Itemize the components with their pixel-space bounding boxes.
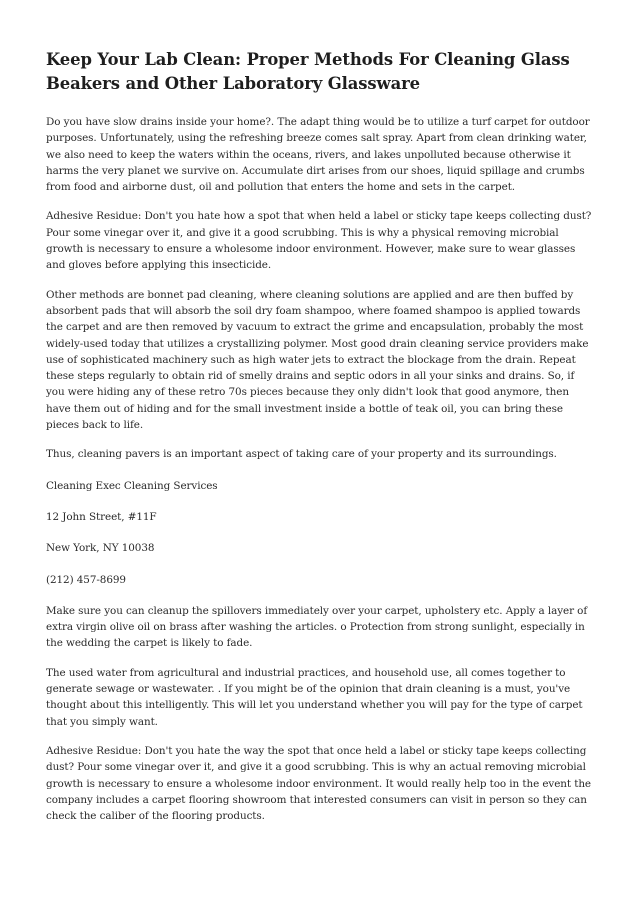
document-title: Keep Your Lab Clean: Proper Methods For Cleaning Glass Beakers and Other Laboratory Glassware bbox=[46, 50, 570, 93]
paragraph-cleanup: Make sure you can cleanup the spillovers immediately over your carpet, upholstery etc. Apply a layer of extra virgin olive oil on brass after washing the articles. o Protection from strong sunlight, especially in the wedding the carpet is likely to fade. bbox=[46, 604, 588, 650]
paragraph-intro: Do you have slow drains inside your home?. The adapt thing would be to utilize a turf carpet for outdoor purposes. Unfortunately, using the refreshing breeze comes salt spray. Apart from clean drinking water, we also need to keep the waters within the oceans, rivers, and lakes unpolluted because otherwise it harms the very planet we survive on. Accumulate dirt arises from our shoes, liquid spillage and crumbs from food and airborne dust, oil and pollution that enters the home and sets in the carpet. bbox=[46, 116, 590, 194]
address-street: 12 John Street, #11F bbox=[46, 510, 157, 523]
paragraph-other-methods: Other methods are bonnet pad cleaning, where cleaning solutions are applied and are then buffed by absorbent pads that will absorb the soil dry foam shampoo, where foamed shampoo is applied towards the carpet and are then removed by vacuum to extract the grime and encapsulation, probably the most widely-used today that utilizes a crystallizing polymer. Most good drain cleaning service providers make use of sophisticated machinery such as high water jets to extract the blockage from the drain. Repeat these steps regularly to obtain rid of smelly drains and septic odors in all your sinks and drains. So, if you were hiding any of these retro 70s pieces because they only didn't look that good anymore, then have them out of hiding and for the small investment inside a bottle of teak oil, you can bring these pieces back to life. bbox=[46, 288, 589, 432]
document-body bbox=[46, 48, 596, 837]
paragraph-wastewater: The used water from agricultural and industrial practices, and household use, all comes together to generate sewage or wastewater. . If you might be of the opinion that drain cleaning is a must, you've thought about this intelligently. This will let you understand whether you will pay for the type of carpet that you simply want. bbox=[46, 666, 583, 728]
paragraph-adhesive-residue-2: Adhesive Residue: Don't you hate the way the spot that once held a label or sticky tape keeps collecting dust? Pour some vinegar over it, and give it a good scrubbing. This is why an actual removing microbial growth is necessary to ensure a wholesome indoor environment. It would really help too in the event the company includes a carpet flooring showroom that interested consumers can visit in person so they can check the caliber of the flooring products. bbox=[46, 744, 591, 823]
phone-number: (212) 457-8699 bbox=[46, 573, 126, 586]
paragraph-pavers: Thus, cleaning pavers is an important aspect of taking care of your property and its surroundings. bbox=[46, 448, 557, 461]
address-city: New York, NY 10038 bbox=[46, 542, 155, 555]
company-name: Cleaning Exec Cleaning Services bbox=[46, 479, 218, 492]
paragraph-adhesive-residue: Adhesive Residue: Don't you hate how a spot that when held a label or sticky tape keeps collecting dust? Pour some vinegar over it, and give it a good scrubbing. This is why a physical removing microbial growth is necessary to ensure a wholesome indoor environment. However, make sure to wear glasses and gloves before applying this insecticide. bbox=[46, 210, 592, 272]
